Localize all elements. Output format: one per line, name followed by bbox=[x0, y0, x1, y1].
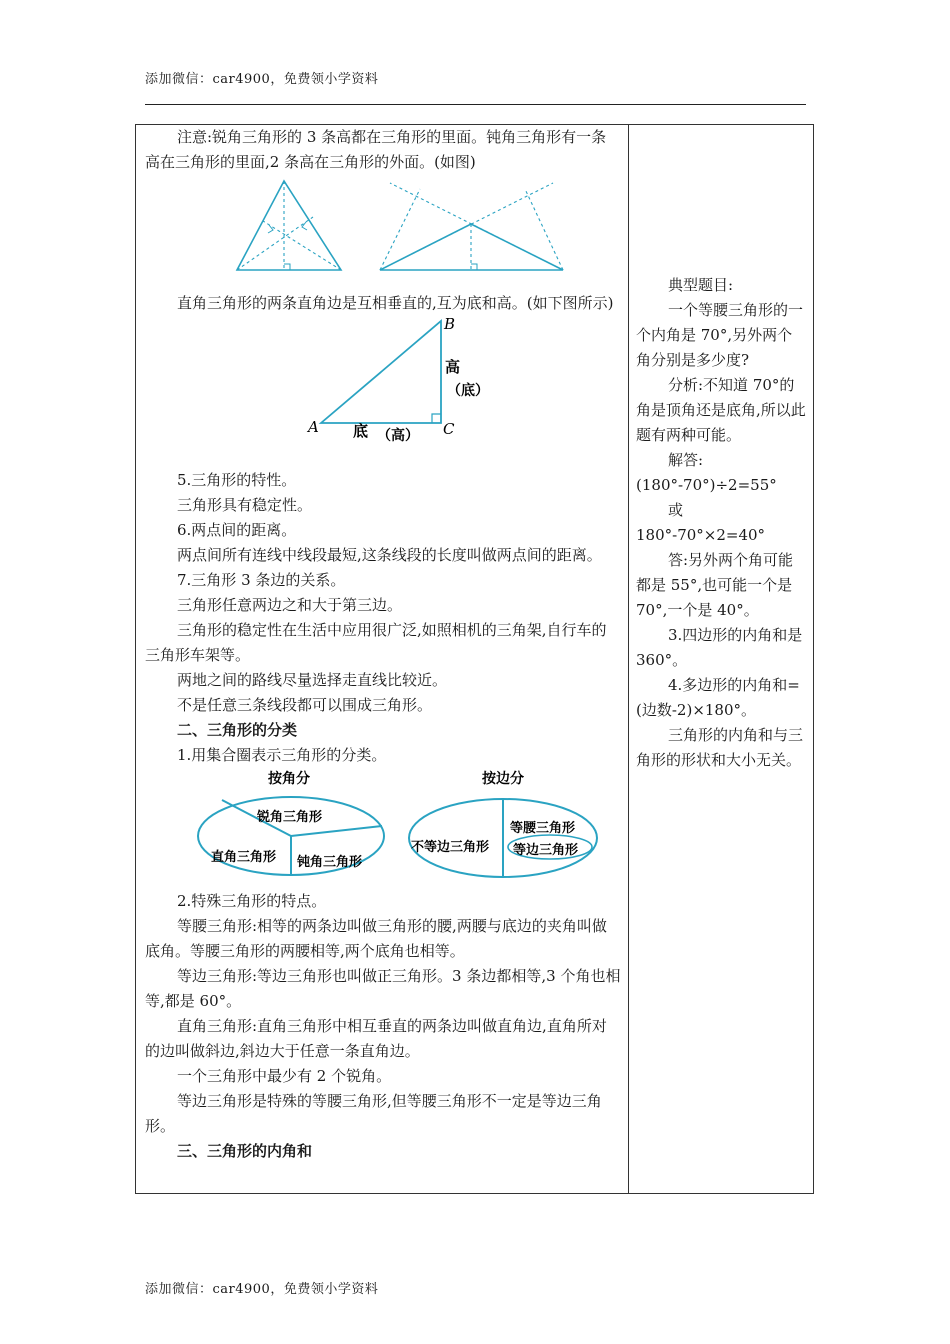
venn-side-title: 按边分 bbox=[482, 771, 524, 787]
section5-title: 5.三角形的特性。 bbox=[177, 471, 297, 489]
special-triangles-title: 2.特殊三角形的特点。 bbox=[177, 892, 327, 910]
section7-application: 三角形的稳定性在生活中应用很广泛,如照相机的三角架,自行车的三角形车架等。 bbox=[145, 621, 607, 664]
right-triangle-diagram bbox=[145, 316, 621, 468]
altitudes-diagram bbox=[145, 175, 621, 291]
height-label: 高 bbox=[445, 358, 461, 376]
vertex-b-label: B bbox=[444, 316, 456, 333]
solution-text: 解答:(180°-70°)÷2=55° bbox=[636, 451, 777, 494]
acute-triangle bbox=[237, 181, 341, 270]
section6-title: 6.两点间的距离。 bbox=[177, 521, 297, 539]
analysis-text: 分析:不知道 70°的角是顶角还是底角,所以此题有两种可能。 bbox=[636, 376, 806, 444]
section3-heading: 三、三角形的内角和 bbox=[177, 1142, 313, 1160]
section2-heading: 二、三角形的分类 bbox=[177, 721, 298, 739]
solution-alt-text: 或 180°-70°×2=40° bbox=[636, 501, 766, 544]
content-table bbox=[135, 124, 814, 1194]
acute-count-paragraph: 一个三角形中最少有 2 个锐角。 bbox=[177, 1067, 392, 1085]
right-triangle-figure bbox=[145, 316, 621, 468]
venn-scalene: 不等边三角形 bbox=[411, 840, 490, 855]
header-rule bbox=[145, 104, 806, 105]
venn-acute: 锐角三角形 bbox=[257, 810, 323, 825]
venn-angle-title: 按角分 bbox=[268, 771, 310, 787]
angle-sum-note: 三角形的内角和与三角形的形状和大小无关。 bbox=[636, 726, 804, 769]
note-paragraph: 注意:锐角三角形的 3 条高都在三角形的里面。钝角三角形有一条高在三角形的里面,2 条高在三角形的外面。(如图) bbox=[145, 128, 607, 171]
section7-text: 三角形任意两边之和大于第三边。 bbox=[177, 596, 403, 614]
page-header: 添加微信：car4900，免费领小学资料 bbox=[145, 72, 379, 87]
right-column bbox=[636, 273, 806, 773]
answer-text: 答:另外两个角可能都是 55°,也可能一个是 70°,一个是 40°。 bbox=[636, 551, 794, 619]
equilateral-isosceles-paragraph: 等边三角形是特殊的等腰三角形,但等腰三角形不一定是等边三角形。 bbox=[145, 1092, 602, 1135]
page-footer: 添加微信：car4900，免费领小学资料 bbox=[145, 1282, 379, 1297]
altitudes-figure bbox=[145, 175, 621, 291]
quadrilateral-sum-text: 3.四边形的内角和是 360°。 bbox=[636, 626, 803, 669]
right-triangle bbox=[321, 321, 441, 423]
right-angle-paragraph: 直角三角形的两条直角边是互相垂直的,互为底和高。(如下图所示) bbox=[177, 294, 614, 312]
height-paren-label: （底） bbox=[447, 383, 489, 399]
section7-title: 7.三角形 3 条边的关系。 bbox=[177, 571, 346, 589]
classification-venn bbox=[145, 768, 621, 889]
venn-equilateral: 等边三角形 bbox=[513, 843, 579, 858]
column-divider bbox=[628, 125, 629, 1193]
vertex-c-label: C bbox=[443, 420, 455, 438]
typical-problem-heading: 典型题目: bbox=[668, 276, 734, 294]
base-label: 底 bbox=[353, 422, 369, 440]
classification-intro: 1.用集合圈表示三角形的分类。 bbox=[177, 746, 387, 764]
equilateral-paragraph: 等边三角形:等边三角形也叫做正三角形。3 条边都相等,3 个角也相等,都是 60°。 bbox=[145, 967, 621, 1010]
vertex-a-label: A bbox=[308, 418, 319, 436]
section5-text: 三角形具有稳定性。 bbox=[177, 496, 313, 514]
classification-figure bbox=[145, 768, 621, 889]
section7-note: 不是任意三条线段都可以围成三角形。 bbox=[177, 696, 433, 714]
venn-obtuse: 钝角三角形 bbox=[297, 855, 363, 870]
polygon-sum-text: 4.多边形的内角和=(边数-2)×180°。 bbox=[636, 676, 800, 719]
base-paren-label: （高） bbox=[377, 428, 419, 444]
right-triangle-paragraph: 直角三角形:直角三角形中相互垂直的两条边叫做直角边,直角所对的边叫做斜边,斜边大于任意一条直角边。 bbox=[145, 1017, 607, 1060]
section6-text: 两点间所有连线中线段最短,这条线段的长度叫做两点间的距离。 bbox=[177, 546, 602, 564]
problem-text: 一个等腰三角形的一个内角是 70°,另外两个角分别是多少度? bbox=[636, 301, 804, 369]
venn-isosceles: 等腰三角形 bbox=[510, 821, 576, 836]
left-column bbox=[145, 125, 621, 1164]
venn-right: 直角三角形 bbox=[211, 850, 277, 865]
section7-route: 两地之间的路线尽量选择走直线比较近。 bbox=[177, 671, 448, 689]
isosceles-paragraph: 等腰三角形:相等的两条边叫做三角形的腰,两腰与底边的夹角叫做底角。等腰三角形的两腰相等,两个底角也相等。 bbox=[145, 917, 607, 960]
